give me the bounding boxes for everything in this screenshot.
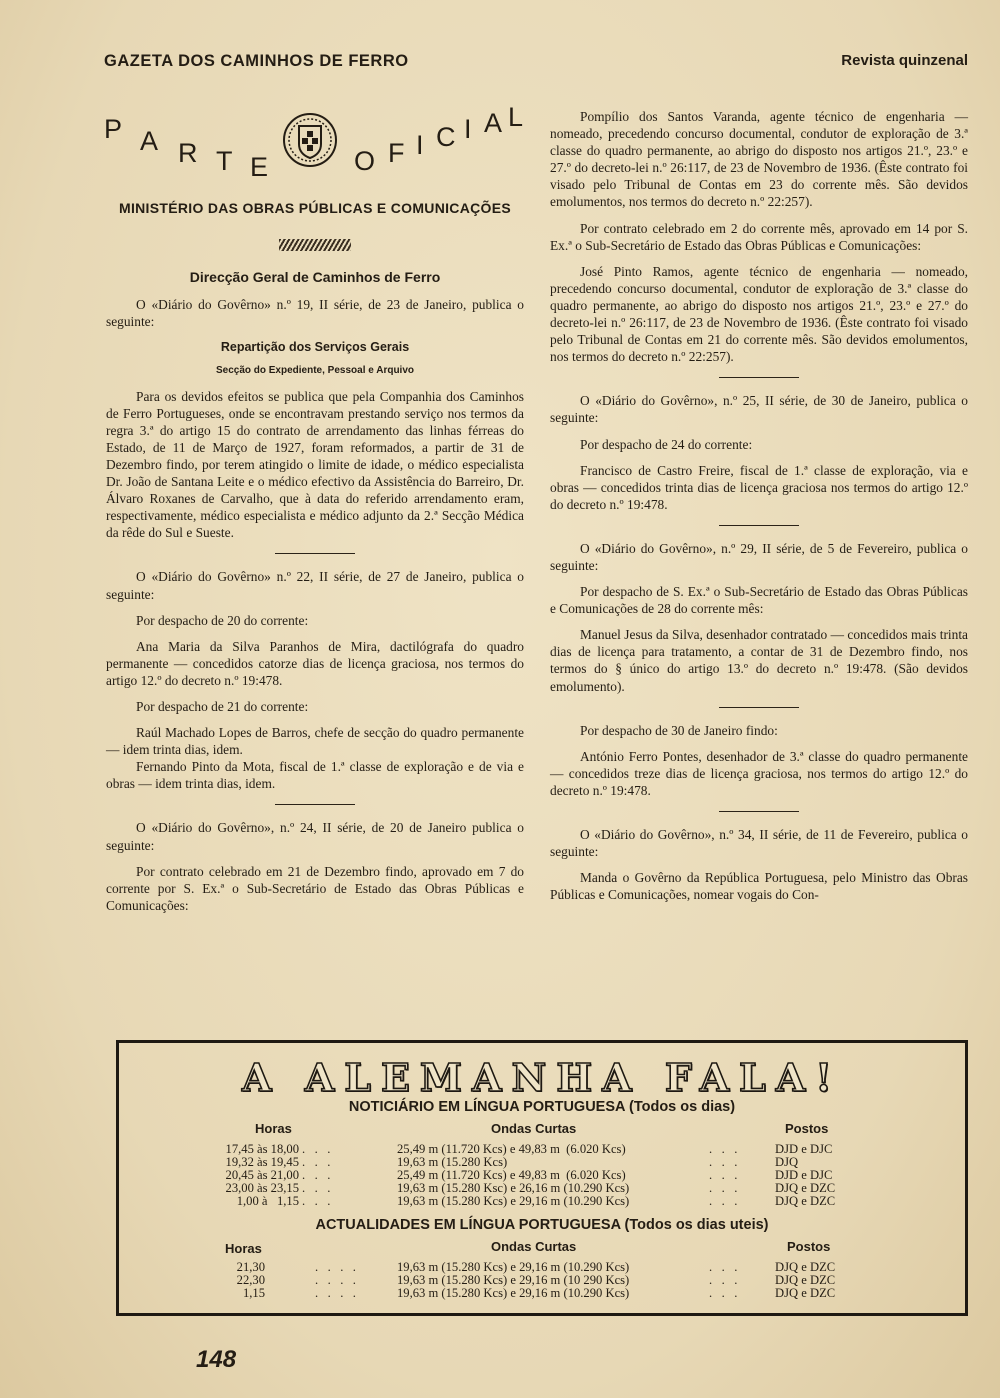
leader-dots: . . . [302,1142,331,1156]
paragraph: Pompílio dos Santos Varanda, agente técnico de engenharia — nomeado, precedendo concurso documental, condutor de exploração de 3.ª classe do quadro permanente, ao abrigo do disposto nos artigos 21.º, 23.º e 27.º do decreto-lei n.º 26:117, de 23 de Novembro de 1936. (Êste contrato foi visado pelo Tribunal de Contas em 23 do corrente mês. São devidos emolumentos, nos termos do decreto n.º 22:257). [550,109,968,210]
paragraph: O «Diário do Govêrno», n.º 25, II série, de 30 de Janeiro, publica o seguinte: [550,393,968,426]
mast-letter: A [140,126,161,156]
leader-dots: . . . [709,1155,738,1169]
paragraph: Ana Maria da Silva Paranhos de Mira, dactilógrafa do quadro permanente — concedidos catorze dias de licença graciosa, nos termos do artigo 12.º do decreto n.º 19:478. [106,638,524,688]
portuguese-coat-of-arms-icon [282,112,338,168]
paragraph: José Pinto Ramos, agente técnico de engenharia — nomeado, precedendo concurso documental, condutor de exploração de 3.ª classe do quadro permanente, ao abrigo do disposto nos artigos 21.º, 23.º e 27.º do decreto-lei n.º 26:117, de 23 de Novembro de 1936. (Êste contrato foi visado pelo Tribunal de Contas em 21 do corrente mês. São devidos emolumentos, nos termos do decreto n.º 22:257). [550,263,968,365]
divider [719,377,799,378]
journal-title: GAZETA DOS CAMINHOS DE FERRO [104,52,409,70]
leader-dots: . . . [709,1142,738,1156]
leader-dots: . . . [302,1194,331,1208]
schedule-hora: 23,00 às 23,15 [225,1181,299,1195]
seccao-heading: Secção do Expediente, Pessoal e Arquivo [215,365,415,377]
schedule-posto: DJQ e DZC [775,1260,836,1274]
column-header-postos: Postos [785,1121,829,1136]
right-column [550,108,968,912]
schedule-hora: 22,30 [236,1273,265,1287]
left-column [106,200,524,923]
paragraph: O «Diário do Govêrno» n.º 22, II série, de 27 de Janeiro, publica o seguinte: [106,569,524,602]
schedule-posto: DJQ e DZC [775,1194,836,1208]
schedule-ondas: 19,63 m (15.280 Kcs) e 29,16 m (10 290 Kcs) [397,1273,630,1287]
paragraph: O «Diário do Govêrno», n.º 24, II série, de 20 de Janeiro publica o seguinte: [106,820,524,853]
schedule-posto: DJQ e DZC [775,1273,836,1287]
ad-section-title: NOTICIÁRIO EM LÍNGUA PORTUGUESA (Todos os dias) [348,1099,736,1115]
schedule-posto: DJD e DJC [775,1142,833,1156]
mast-letter: C [436,122,458,152]
mast-letter: L [508,102,526,132]
direccao-heading: Direcção Geral de Caminhos de Ferro [189,269,441,286]
schedule-hora: 1,00 à 1,15 [236,1194,299,1208]
schedule-ondas: 25,49 m (11.720 Kcs) e 49,83 m (6.020 Kcs) [397,1142,626,1156]
schedule-ondas: 25,49 m (11.720 Kcs) e 49,83 m (6.020 Kcs) [397,1168,626,1182]
mast-letter: T [216,146,235,176]
leader-dots: . . . [709,1181,738,1195]
leader-dots: . . . . [315,1260,356,1274]
reparticao-heading: Repartição dos Serviços Gerais [220,340,410,355]
paragraph: Por despacho de 30 de Janeiro findo: [580,722,778,738]
divider [275,553,355,554]
paragraph: Por despacho de S. Ex.ª o Sub-Secretário de Estado das Obras Públicas e Comunicações de 28 do corrente mês: [550,584,968,617]
schedule-hora: 17,45 às 18,00 [225,1142,299,1156]
schedule-posto: DJQ e DZC [775,1181,836,1195]
leader-dots: . . . . [315,1273,356,1287]
paragraph: Manuel Jesus da Silva, desenhador contratado — concedidos mais trinta dias de licença para tratamento, a contar de 31 de Dezembro findo, nos termos do § único do artigo 13.º do decreto n.º 19:478. (São devidos emolumento). [550,627,968,694]
schedule-hora: 20,45 às 21,00 [225,1168,299,1182]
paragraph: Manda o Govêrno da República Portuguesa, pelo Ministro das Obras Públicas e Comunicações, nomear vogais do Con- [550,870,968,903]
schedule-posto: DJQ [775,1155,799,1169]
paragraph: Por despacho de 21 do corrente: [136,698,309,714]
leader-dots: . . . [709,1273,738,1287]
schedule-ondas: 19,63 m (15.280 Kcs) e 29,16 m (10.290 Kcs) [397,1260,630,1274]
paragraph: Para os devidos efeitos se publica que pela Companhia dos Caminhos de Ferro Portugueses, onde se encontravam prestando serviço nos termos da regra 3.ª do artigo 15 do contrato de arrendamento das linhas férreas do Estado, de 11 de Março de 1927, foram reformados, a partir de 31 de Dezembro findo, por terem atingido o limite de idade, o médico especialista Dr. João de Santana Leite e o médico efectivo da Assistência do Barreiro, Dr. Álvaro Roxanes de Carvalho, que à data do referido arrendamento eram, respectivamente, médico especialista e médico adjunto da 2.ª Secção Médica da rêde do Sul e Sueste. [106,388,524,541]
leader-dots: . . . [709,1286,738,1300]
leader-dots: . . . [302,1168,331,1182]
leader-dots: . . . [302,1155,331,1169]
schedule-hora: 1,15 [242,1286,265,1300]
schedule-hora: 21,30 [236,1260,265,1274]
column-header-postos: Postos [787,1239,831,1254]
divider [719,811,799,812]
leader-dots: . . . [709,1168,738,1182]
advertisement-box [116,1040,968,1316]
column-header-horas: Horas [255,1121,292,1136]
divider [719,525,799,526]
schedule-hora: 19,32 às 19,45 [225,1155,299,1169]
divider [719,707,799,708]
paragraph: Raúl Machado Lopes de Barros, chefe de secção do quadro permanente — idem trinta dias, idem. [106,725,524,758]
leader-dots: . . . [302,1181,331,1195]
schedule-posto: DJQ e DZC [775,1286,836,1300]
leader-dots: . . . [709,1194,738,1208]
paragraph: Por contrato celebrado em 2 do corrente mês, aprovado em 14 por S. Ex.ª o Sub-Secretário de Estado das Obras Públicas e Comunicações: [550,220,968,253]
mast-letter: P [104,114,125,144]
page-number: 148 [196,1346,237,1373]
paragraph: O «Diário do Govêrno» n.º 19, II série, de 23 de Janeiro, publica o seguinte: [106,297,524,330]
column-header-ondas: Ondas Curtas [491,1239,577,1254]
schedule-ondas: 19,63 m (15.280 Kcs) e 29,16 m (10.290 Kcs) [397,1194,630,1208]
mast-letter: I [464,114,474,144]
paragraph: O «Diário do Govêrno», n.º 34, II série, de 11 de Fevereiro, publica o seguinte: [550,827,968,860]
paragraph: Por contrato celebrado em 21 de Dezembro findo, aprovado em 7 do corrente por S. Ex.ª o Sub-Secretário de Estado das Obras Públicas e Comunicações: [106,863,524,913]
column-header-ondas: Ondas Curtas [491,1121,577,1136]
schedule-ondas: 19,63 m (15.280 Kcs) [397,1155,508,1169]
mast-letter: O [354,146,378,176]
mast-letter: I [416,130,426,160]
column-header-horas: Horas [225,1241,262,1256]
mast-letter: A [484,108,505,138]
mast-letter: R [178,138,200,168]
paragraph: Por despacho de 24 do corrente: [580,436,753,452]
schedule-ondas: 19,63 m (15.280 Kcs) e 29,16 m (10.290 Kcs) [397,1286,630,1300]
paragraph: O «Diário do Govêrno», n.º 29, II série, de 5 de Fevereiro, publica o seguinte: [550,540,968,573]
mast-letter: F [388,138,407,168]
hatched-divider [279,239,351,251]
leader-dots: . . . [709,1260,738,1274]
ad-section-title: ACTUALIDADES EM LÍNGUA PORTUGUESA (Todos os dias uteis) [315,1217,769,1233]
paragraph: Fernando Pinto da Mota, fiscal de 1.ª classe de exploração e de via e obras — idem trinta dias, idem. [106,759,524,792]
schedule-posto: DJD e DJC [775,1168,833,1182]
divider [275,804,355,805]
leader-dots: . . . . [315,1286,356,1300]
paragraph: Francisco de Castro Freire, fiscal de 1.ª classe de exploração, via e obras — concedidos trinta dias de licença graciosa nos termos do artigo 12.º do decreto n.º 19:478. [550,462,968,512]
paragraph: Por despacho de 20 do corrente: [136,612,309,628]
mast-letter: E [250,152,271,182]
paragraph: António Ferro Pontes, desenhador de 3.ª classe do quadro permanente — concedidos treze dias de licença graciosa, nos termos do artigo 12.º do decreto n.º 19:478. [550,748,968,798]
masthead-parte-oficial [104,102,526,188]
schedule-ondas: 19,63 m (15.280 Ksc) e 26,16 m (10.290 Kcs) [397,1181,630,1195]
ministry-heading: MINISTÉRIO DAS OBRAS PÚBLICAS E COMUNICAÇÕES [119,200,511,216]
journal-frequency: Revista quinzenal [841,52,968,69]
ad-title: A ALEMANHA FALA! [242,1055,842,1100]
